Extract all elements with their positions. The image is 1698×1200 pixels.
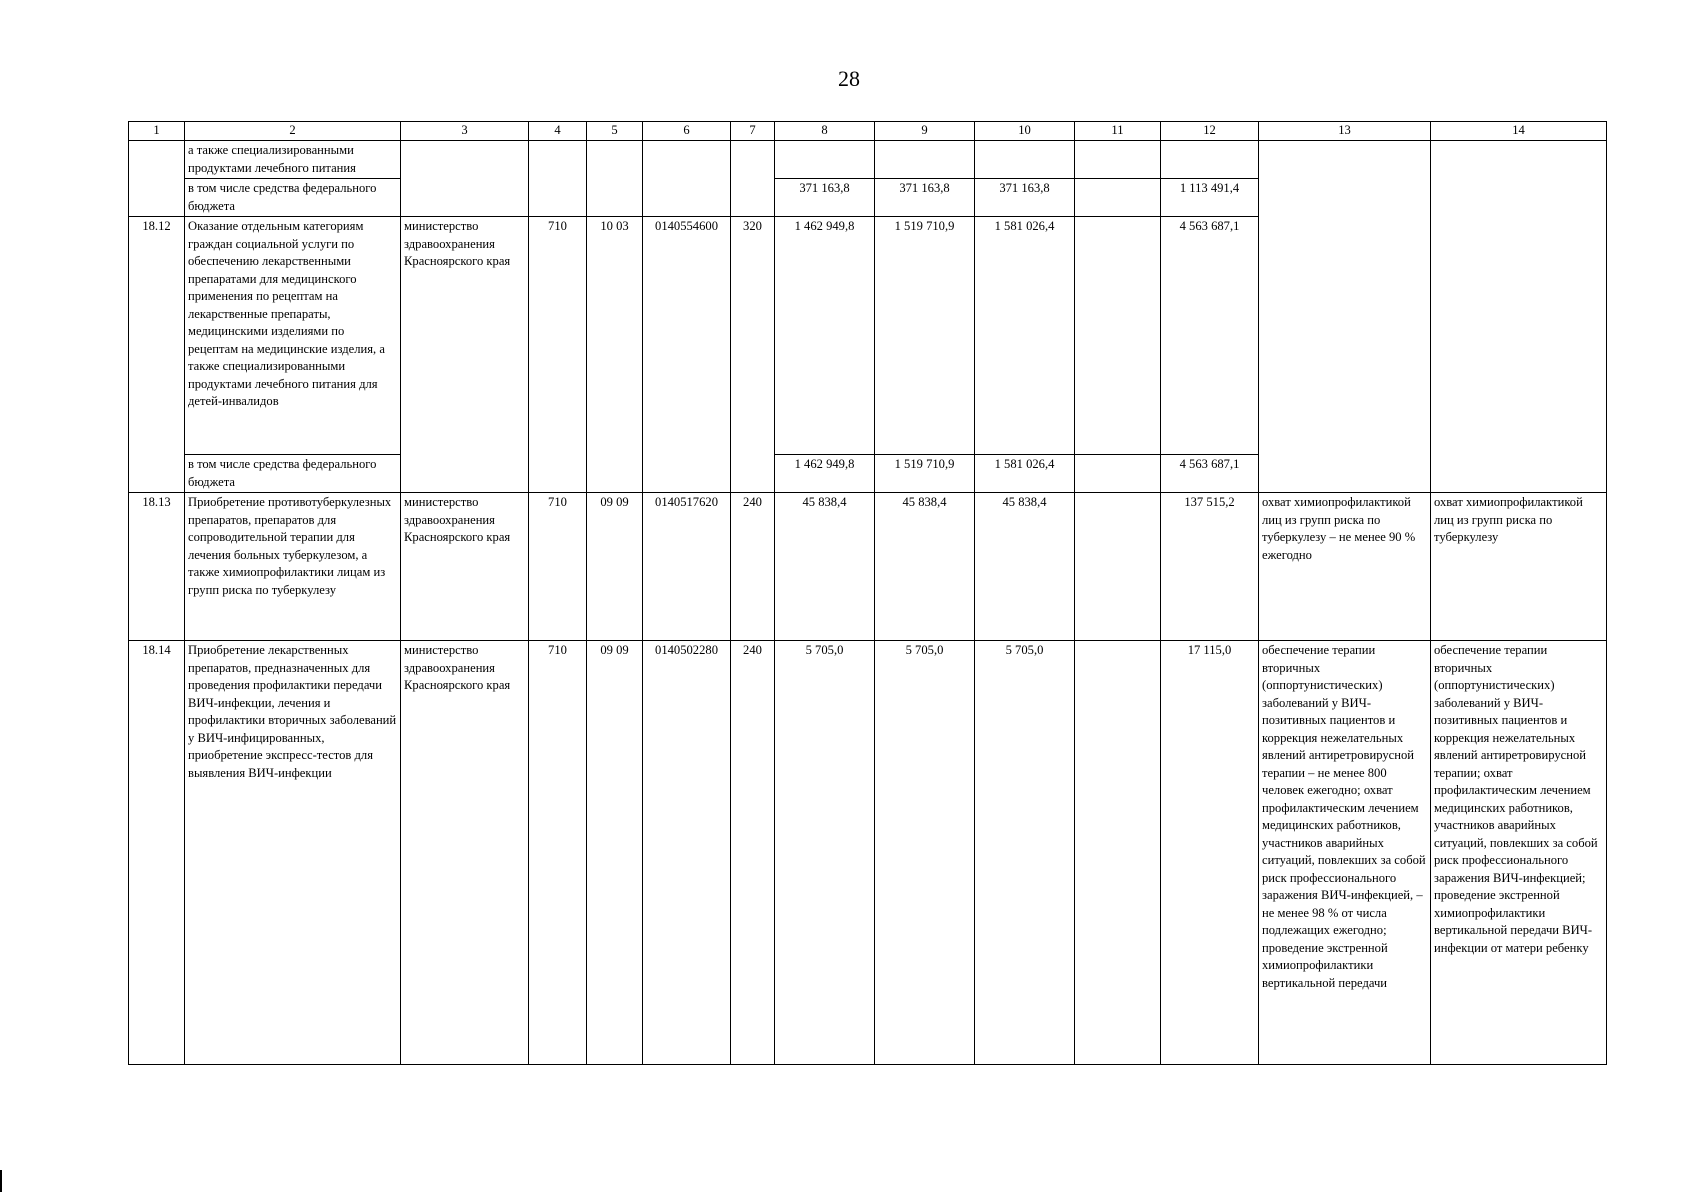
cell-value-10: 45 838,4 <box>975 493 1075 641</box>
cell-value-10: 5 705,0 <box>975 641 1075 1065</box>
cell-num <box>129 141 185 217</box>
header-col-13: 13 <box>1259 122 1431 141</box>
cell-c8 <box>775 141 875 179</box>
cell-c4: 710 <box>529 641 587 1065</box>
header-col-10: 10 <box>975 122 1075 141</box>
cell-c5: 09 09 <box>587 493 643 641</box>
cell-value-9: 1 519 710,9 <box>875 217 975 455</box>
header-col-2: 2 <box>185 122 401 141</box>
cell-value-12: 1 113 491,4 <box>1161 179 1259 217</box>
cell-value-12: 4 563 687,1 <box>1161 217 1259 455</box>
cell-value-10: 1 581 026,4 <box>975 455 1075 493</box>
cell-sub-label: в том числе средства федерального бюджета <box>185 179 401 217</box>
header-col-3: 3 <box>401 122 529 141</box>
cell-c13 <box>1259 141 1431 493</box>
cell-organization: министерство здравоохранения Красноярского края <box>401 493 529 641</box>
cell-value-11 <box>1075 641 1161 1065</box>
table-row-18-13 <box>129 493 1607 641</box>
cell-value-8: 371 163,8 <box>775 179 875 217</box>
cell-result-14: обеспечение терапии вторичных (оппортунистических) заболеваний у ВИЧ-позитивных пациентов и коррекция нежелательных явлений антиретровирусной терапии; охват профилактическим лечением медицинских работников, участников аварийных ситуаций, повлекших за собой риск профессионального заражения ВИЧ-инфекцией; проведение экстренной химиопрофилактики вертикальной передачи ВИЧ-инфекции от матери ребенку <box>1431 641 1607 1065</box>
cell-description: Приобретение противотуберкулезных препаратов, препаратов для сопроводительной терапии для лечения больных туберкулезом, а также химиопрофилактики лицам из групп риска по туберкулезу <box>185 493 401 641</box>
cell-num: 18.12 <box>129 217 185 493</box>
header-col-5: 5 <box>587 122 643 141</box>
cell-sub-label: в том числе средства федерального бюджета <box>185 455 401 493</box>
cell-value-9: 371 163,8 <box>875 179 975 217</box>
cell-value-9: 45 838,4 <box>875 493 975 641</box>
cell-organization <box>401 141 529 217</box>
cell-description: Оказание отдельным категориям граждан социальной услуги по обеспечению лекарственными препаратами для медицинского применения по рецептам на лекарственные препараты, медицинскими изделиями по рецептам на медицинские изделия, а также специализированными продуктами лечебного питания для детей-инвалидов <box>185 217 401 455</box>
header-col-8: 8 <box>775 122 875 141</box>
cell-num: 18.14 <box>129 641 185 1065</box>
cell-organization: министерство здравоохранения Красноярского края <box>401 217 529 493</box>
cell-c5: 10 03 <box>587 217 643 493</box>
header-row <box>129 122 1607 141</box>
cell-value-9: 5 705,0 <box>875 641 975 1065</box>
header-col-11: 11 <box>1075 122 1161 141</box>
cell-result-13: обеспечение терапии вторичных (оппортунистических) заболеваний у ВИЧ-позитивных пациентов и коррекция нежелательных явлений антиретровирусной терапии – не менее 800 человек ежегодно; охват профилактическим лечением медицинских работников, участников аварийных ситуаций, повлекших за собой риск профессионального заражения ВИЧ-инфекцией, – не менее 98 % от числа подлежащих ежегодно; проведение экстренной химиопрофилактики вертикальной передачи <box>1259 641 1431 1065</box>
cell-description: Приобретение лекарственных препаратов, предназначенных для проведения профилактики передачи ВИЧ-инфекции, лечения и профилактики вторичных заболеваний у ВИЧ-инфицированных, приобретение экспресс-тестов для выявления ВИЧ-инфекции <box>185 641 401 1065</box>
cell-c12 <box>1161 141 1259 179</box>
header-col-1: 1 <box>129 122 185 141</box>
header-col-6: 6 <box>643 122 731 141</box>
page-number: 28 <box>838 66 860 91</box>
cell-c7: 240 <box>731 641 775 1065</box>
cell-value-8: 5 705,0 <box>775 641 875 1065</box>
table-row-18-14 <box>129 641 1607 1065</box>
cell-c14 <box>1431 141 1607 493</box>
table-row-continuation <box>129 141 1607 179</box>
cell-value-11 <box>1075 217 1161 455</box>
cell-c4: 710 <box>529 493 587 641</box>
cell-value-9: 1 519 710,9 <box>875 455 975 493</box>
cell-value-10: 371 163,8 <box>975 179 1075 217</box>
scan-edge-mark <box>0 1170 2 1192</box>
cell-c10 <box>975 141 1075 179</box>
cell-c9 <box>875 141 975 179</box>
cell-num: 18.13 <box>129 493 185 641</box>
cell-c11 <box>1075 141 1161 179</box>
header-col-7: 7 <box>731 122 775 141</box>
header-col-14: 14 <box>1431 122 1607 141</box>
cell-value-8: 1 462 949,8 <box>775 455 875 493</box>
cell-description: а также специализированными продуктами лечебного питания <box>185 141 401 179</box>
cell-value-11 <box>1075 455 1161 493</box>
cell-value-12: 4 563 687,1 <box>1161 455 1259 493</box>
cell-organization: министерство здравоохранения Красноярского края <box>401 641 529 1065</box>
header-col-4: 4 <box>529 122 587 141</box>
cell-c6: 0140502280 <box>643 641 731 1065</box>
cell-c7 <box>731 141 775 217</box>
cell-value-8: 45 838,4 <box>775 493 875 641</box>
cell-c5 <box>587 141 643 217</box>
cell-value-10: 1 581 026,4 <box>975 217 1075 455</box>
cell-value-8: 1 462 949,8 <box>775 217 875 455</box>
cell-c4 <box>529 141 587 217</box>
program-table <box>128 121 1607 1065</box>
cell-c6: 0140554600 <box>643 217 731 493</box>
header-col-12: 12 <box>1161 122 1259 141</box>
cell-result-14: охват химиопрофилактикой лиц из групп риска по туберкулезу <box>1431 493 1607 641</box>
cell-value-12: 17 115,0 <box>1161 641 1259 1065</box>
cell-c7: 320 <box>731 217 775 493</box>
header-col-9: 9 <box>875 122 975 141</box>
cell-value-12: 137 515,2 <box>1161 493 1259 641</box>
cell-c5: 09 09 <box>587 641 643 1065</box>
cell-c6: 0140517620 <box>643 493 731 641</box>
cell-value-11 <box>1075 179 1161 217</box>
cell-c4: 710 <box>529 217 587 493</box>
cell-c7: 240 <box>731 493 775 641</box>
cell-c6 <box>643 141 731 217</box>
cell-value-11 <box>1075 493 1161 641</box>
cell-result-13: охват химиопрофилактикой лиц из групп риска по туберкулезу – не менее 90 % ежегодно <box>1259 493 1431 641</box>
